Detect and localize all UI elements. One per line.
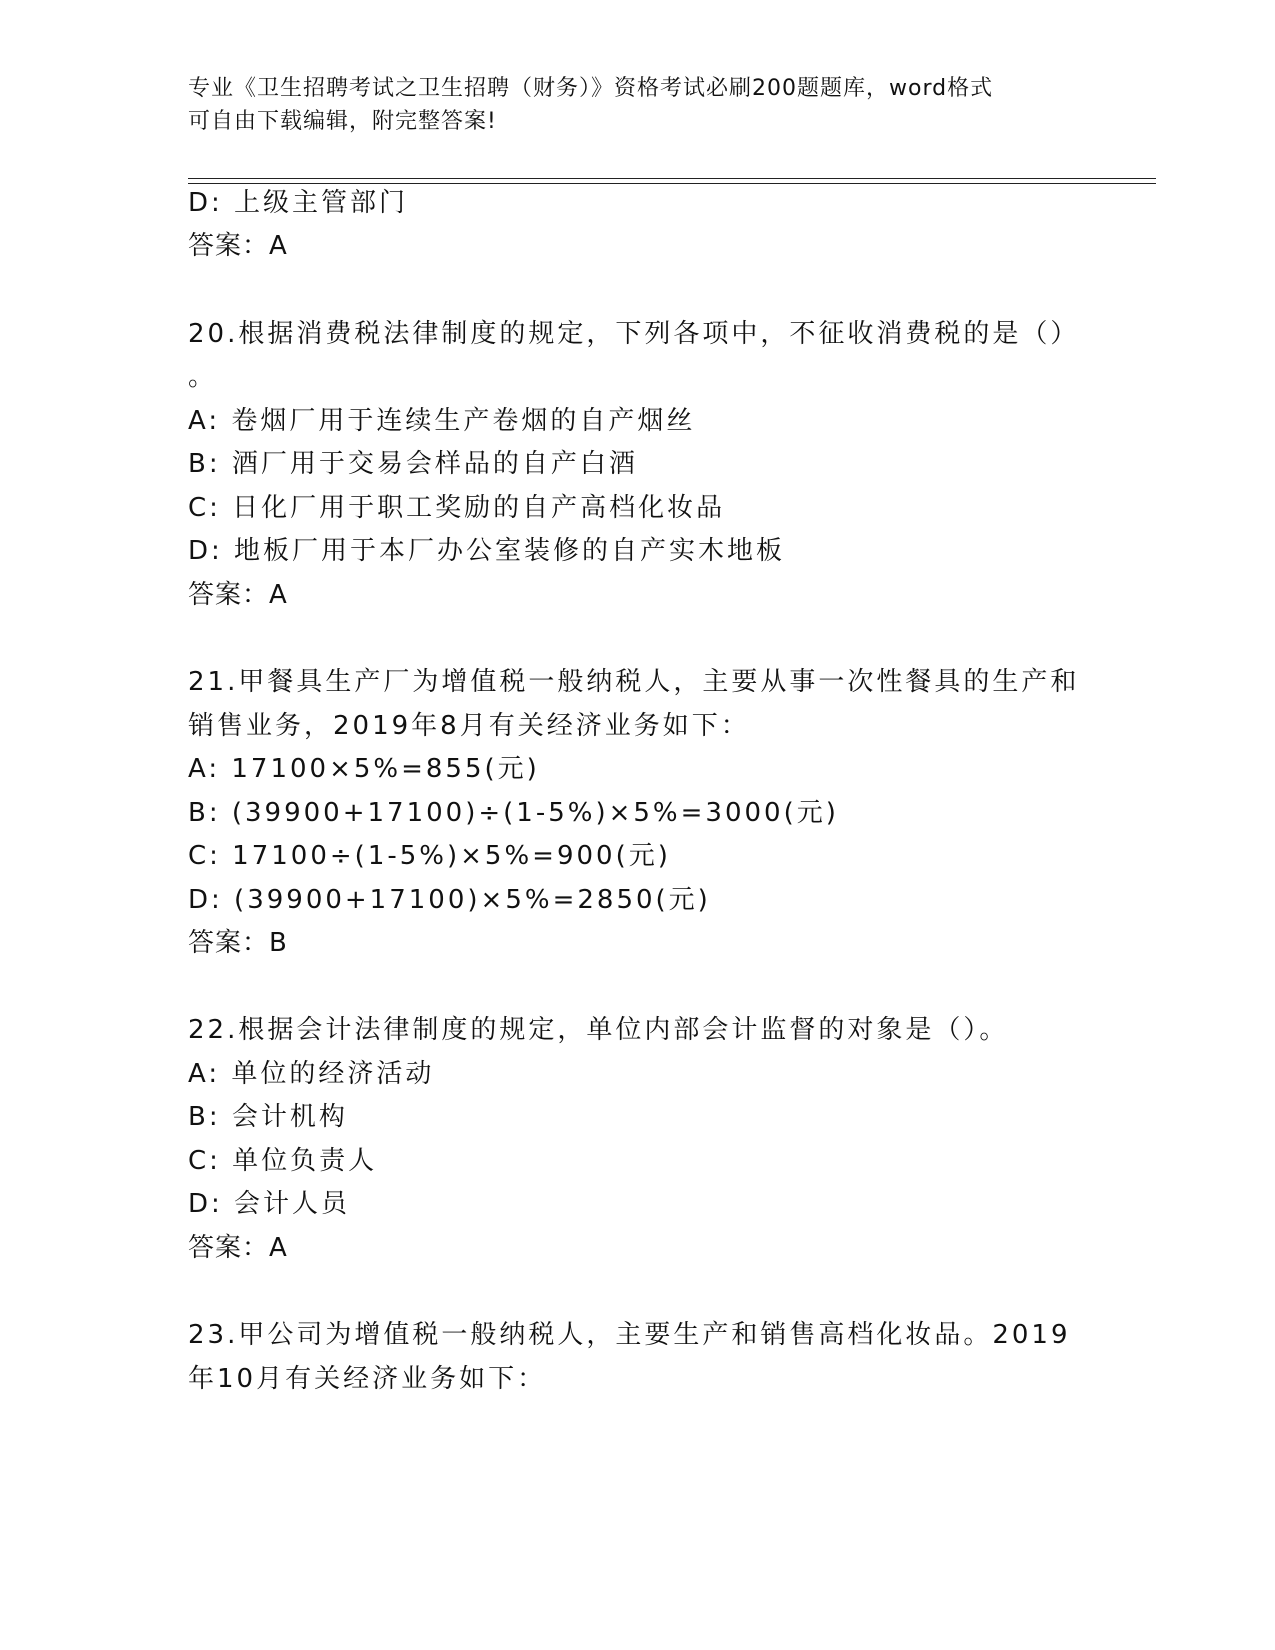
q21-option-d: D: (39900+17100)×5%=2850(元) [188,885,711,915]
header-title-line-1: 专业《卫生招聘考试之卫生招聘（财务）》资格考试必刷200题题库，word格式 [188,76,994,101]
q21-stem-line-2: 销售业务，2019年8月有关经济业务如下： [188,711,750,741]
q22-option-b: B: 会计机构 [188,1102,348,1132]
q22-option-a: A: 单位的经济活动 [188,1059,435,1089]
q19-answer: 答案：A [188,231,288,261]
q20-option-d: D: 地板厂用于本厂办公室装修的自产实木地板 [188,536,786,566]
q21-option-a: A: 17100×5%=855(元) [188,754,540,784]
q21-option-c: C: 17100÷(1-5%)×5%=900(元) [188,841,671,871]
q21-answer: 答案：B [188,928,288,958]
q22-option-c: C: 单位负责人 [188,1146,378,1176]
q23-stem-line-2: 年10月有关经济业务如下： [188,1364,547,1394]
q20-stem-line-1: 20.根据消费税法律制度的规定，下列各项中，不征收消费税的是（） [188,319,1080,349]
q20-stem-line-2: 。 [188,362,218,392]
q20-answer: 答案：A [188,580,288,610]
q19-option-d: D: 上级主管部门 [188,188,409,218]
q21-option-b: B: (39900+17100)÷(1-5%)×5%=3000(元) [188,798,839,828]
header-divider-top [188,178,1156,179]
q20-option-b: B: 酒厂用于交易会样品的自产白酒 [188,449,638,479]
q21-stem-line-1: 21.甲餐具生产厂为增值税一般纳税人，主要从事一次性餐具的生产和 [188,667,1080,697]
q22-option-d: D: 会计人员 [188,1189,351,1219]
q20-option-a: A: 卷烟厂用于连续生产卷烟的自产烟丝 [188,406,696,436]
header-divider-bottom [188,183,1156,184]
q23-stem-line-1: 23.甲公司为增值税一般纳税人，主要生产和销售高档化妆品。2019 [188,1320,1071,1350]
q22-answer: 答案：A [188,1233,288,1263]
header-title-line-2: 可自由下载编辑，附完整答案! [188,109,497,134]
q20-option-c: C: 日化厂用于职工奖励的自产高档化妆品 [188,493,726,523]
page-header [188,72,1088,138]
q22-stem: 22.根据会计法律制度的规定，单位内部会计监督的对象是（）。 [188,1015,1009,1045]
